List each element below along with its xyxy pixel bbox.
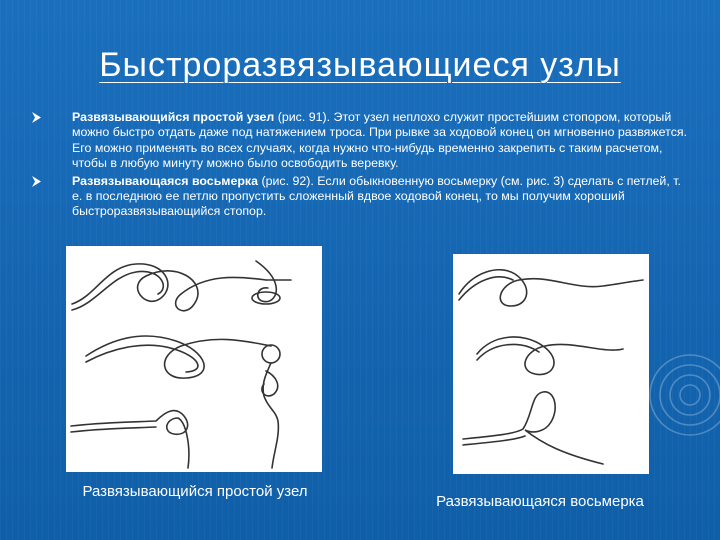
- simple-knot-drawing: [66, 246, 322, 472]
- water-ripple-decoration: [610, 340, 720, 450]
- bullet-title: Развязывающаяся восьмерка: [72, 173, 259, 188]
- slide-title: Быстроразвязывающиеся узлы: [99, 46, 621, 84]
- bullet-item-simple-knot: [32, 110, 692, 172]
- bullet-text: (рис. 91). Этот узел неплохо служит простейшим стопором, который можно быстро отдать даже под натяжением троса. При рывке за ходовой конец он мгновенно развяжется. Его можно применять во всех случаях, когда нужно что-нибудь временно закрепить с таким расчетом, чтобы в любую минуту можно было освободить веревку.: [72, 110, 688, 171]
- caption-simple-knot: Развязывающийся простой узел: [82, 483, 308, 500]
- arrow-bullet-icon: [32, 176, 41, 187]
- arrow-bullet-icon: [32, 112, 41, 123]
- caption-figure-eight: Развязывающаяся восьмерка: [436, 493, 644, 510]
- bullet-item-figure-eight: [32, 174, 692, 220]
- bullet-list: [32, 110, 692, 222]
- bullet-title: Развязывающийся простой узел: [72, 110, 275, 124]
- bullet-text: (рис. 92). Если обыкновенную восьмерку (см. рис. 3) сделать с петлей, т. е. в последнюю ее петлю пропустить сложенный вдвое ходовой конец, то мы получим хороший быстроразвязывающийся стопор.: [72, 173, 681, 219]
- simple-knot-illustration: [66, 246, 322, 472]
